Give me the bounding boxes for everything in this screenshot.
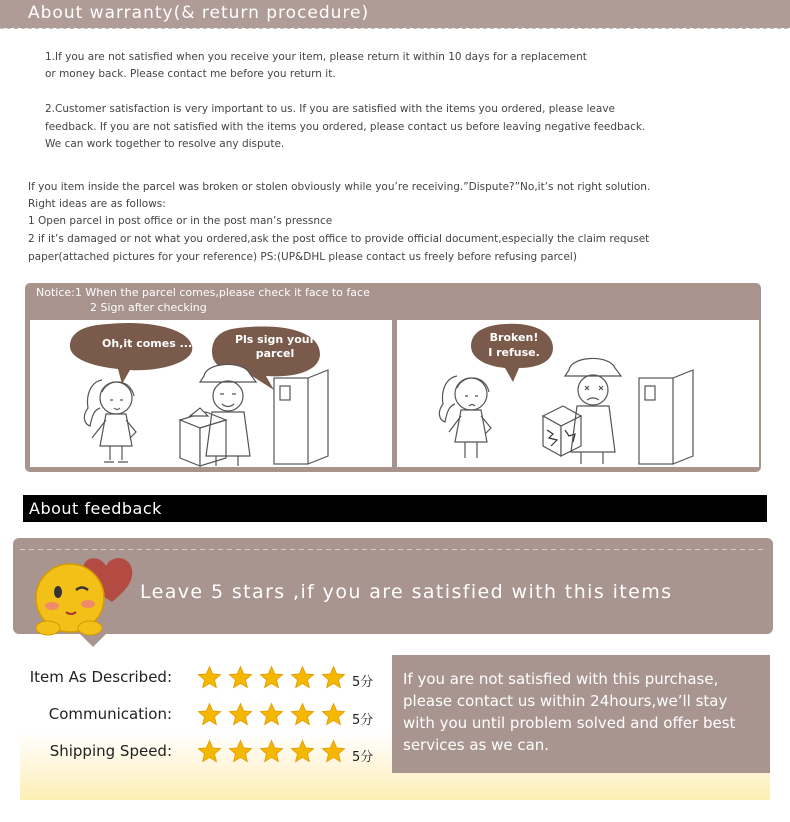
warranty-p3-line1: If you item inside the parcel was broken or stolen obviously while you’re receiving.”Dispute?”No,it’s not right solution. <box>28 181 651 193</box>
contact-message-line-1: If you are not satisfied with this purchase, <box>403 670 719 688</box>
star-icon <box>290 702 315 727</box>
scene-a-bubble-2-line1: Pls sign your <box>234 333 316 346</box>
contact-message-line-2: please contact us within 24hours,we’ll stay <box>403 692 728 710</box>
star-icon <box>290 665 315 690</box>
notice-line-1: Notice:1 When the parcel comes,please check it face to face <box>36 286 370 299</box>
warranty-header-bar <box>0 0 790 28</box>
illustration-refuse-parcel <box>397 320 759 467</box>
smiley-heart-icon <box>28 542 138 638</box>
star-icon <box>197 665 222 690</box>
scene-a-bubble-2-line2: parcel <box>255 347 295 360</box>
warranty-header-title: About warranty(& return procedure) <box>28 3 370 23</box>
notice-line-2: 2 Sign after checking <box>90 301 207 314</box>
feedback-header-title: About feedback <box>29 499 162 518</box>
rating-label-communication: Communication: <box>48 705 172 723</box>
warranty-p2-line2: feedback. If you are not satisfied with the items you ordered, please contact us before leaving negative feedback. <box>45 121 646 133</box>
rating-stars-item-described <box>197 665 346 690</box>
feedback-header-bar <box>23 495 767 522</box>
star-icon <box>321 665 346 690</box>
star-icon <box>259 665 284 690</box>
contact-message-line-4: services as we can. <box>403 736 550 754</box>
star-icon <box>259 739 284 764</box>
warranty-p3-line4: 2 if it’s damaged or not what you ordered,ask the post office to provide official document,especially the claim requset <box>28 233 650 245</box>
warranty-p2-line1: 2.Customer satisfaction is very important to us. If you are satisfied with the items you ordered, please leave <box>45 103 615 115</box>
warranty-p3-line3: 1 Open parcel in post office or in the post man’s pressnce <box>28 215 333 227</box>
rating-score-communication: 5分 <box>352 713 374 728</box>
rating-label-item-described: Item As Described: <box>29 668 172 686</box>
rating-score-shipping-speed: 5分 <box>352 750 374 765</box>
star-icon <box>197 702 222 727</box>
warranty-p3-line5: paper(attached pictures for your reference) PS:(UP&DHL please contact us freely before refusing parcel) <box>28 251 577 263</box>
warranty-p3-line2: Right ideas are as follows: <box>28 198 166 210</box>
star-icon <box>259 702 284 727</box>
warranty-p1-line1: 1.If you are not satisfied when you receive your item, please return it within 10 days for a replacement <box>45 51 587 63</box>
scene-a-drawing <box>30 320 392 467</box>
scene-b-drawing <box>397 320 759 467</box>
illustration-receive-parcel <box>30 320 392 467</box>
star-icon <box>321 702 346 727</box>
rating-score-item-described: 5分 <box>352 675 374 690</box>
header-dashed-divider <box>0 28 790 29</box>
warranty-p2-line3: We can work together to resolve any dispute. <box>45 138 285 150</box>
star-icon <box>290 739 315 764</box>
star-icon <box>321 739 346 764</box>
star-icon <box>228 739 253 764</box>
rating-stars-communication <box>197 702 346 727</box>
scene-b-bubble-line2: I refuse. <box>488 346 540 359</box>
warranty-p1-line2: or money back. Please contact me before you return it. <box>45 68 336 80</box>
star-icon <box>228 665 253 690</box>
banner-text: Leave 5 stars ,if you are satisfied with this items <box>140 581 673 603</box>
scene-b-bubble-line1: Broken! <box>489 331 539 344</box>
scene-a-bubble-1: Oh,it comes ... <box>102 337 193 350</box>
rating-stars-shipping-speed <box>197 739 346 764</box>
rating-label-shipping-speed: Shipping Speed: <box>49 742 172 760</box>
contact-message-line-3: with you until problem solved and offer best <box>403 714 736 732</box>
star-icon <box>197 739 222 764</box>
contact-message-text <box>403 668 735 756</box>
star-icon <box>228 702 253 727</box>
